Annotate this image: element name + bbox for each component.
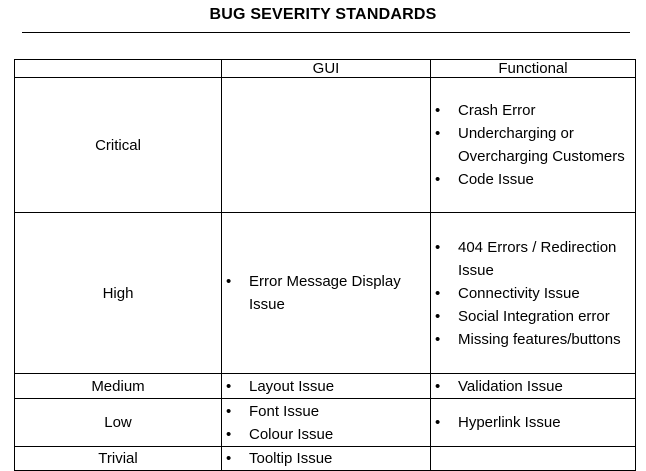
title-underline [22, 32, 630, 33]
gui-list [222, 375, 430, 398]
functional-list [431, 99, 635, 191]
list-item: • Hyperlink Issue [458, 411, 635, 434]
gui-list [222, 270, 430, 316]
document-title: BUG SEVERITY STANDARDS [209, 6, 437, 23]
functional-list [431, 375, 635, 398]
list-item: • 404 Errors / Redirection Issue [458, 236, 635, 282]
table-row-medium [15, 374, 636, 399]
list-item: • Missing features/buttons [458, 328, 635, 351]
list-item: • Social Integration error [458, 305, 635, 328]
functional-cell [431, 78, 636, 213]
severity-label: Low [15, 399, 222, 447]
header-severity [15, 60, 222, 78]
gui-cell [222, 78, 431, 213]
severity-table [14, 59, 636, 471]
functional-cell [431, 213, 636, 374]
header-functional: Functional [431, 60, 636, 78]
table-row-critical [15, 78, 636, 213]
gui-cell [222, 447, 431, 471]
functional-list [431, 236, 635, 351]
functional-cell [431, 399, 636, 447]
list-item: • Validation Issue [458, 375, 635, 398]
list-item: • Code Issue [458, 168, 635, 191]
severity-label: Trivial [15, 447, 222, 471]
header-row [15, 60, 636, 78]
list-item: • Colour Issue [249, 423, 430, 446]
gui-list [222, 447, 430, 470]
severity-label: High [15, 213, 222, 374]
list-item: • Layout Issue [249, 375, 430, 398]
list-item: • Undercharging or Overcharging Customers [458, 122, 635, 168]
severity-label: Medium [15, 374, 222, 399]
list-item: • Error Message Display Issue [249, 270, 430, 316]
table-row-high [15, 213, 636, 374]
list-item: • Crash Error [458, 99, 635, 122]
list-item: • Connectivity Issue [458, 282, 635, 305]
list-item: • Font Issue [249, 400, 430, 423]
gui-cell [222, 399, 431, 447]
table-row-low [15, 399, 636, 447]
header-gui: GUI [222, 60, 431, 78]
functional-cell [431, 447, 636, 471]
table-row-trivial [15, 447, 636, 471]
gui-cell [222, 213, 431, 374]
severity-label: Critical [15, 78, 222, 213]
gui-list [222, 400, 430, 446]
list-item: • Tooltip Issue [249, 447, 430, 470]
functional-list [431, 411, 635, 434]
gui-cell [222, 374, 431, 399]
functional-cell [431, 374, 636, 399]
